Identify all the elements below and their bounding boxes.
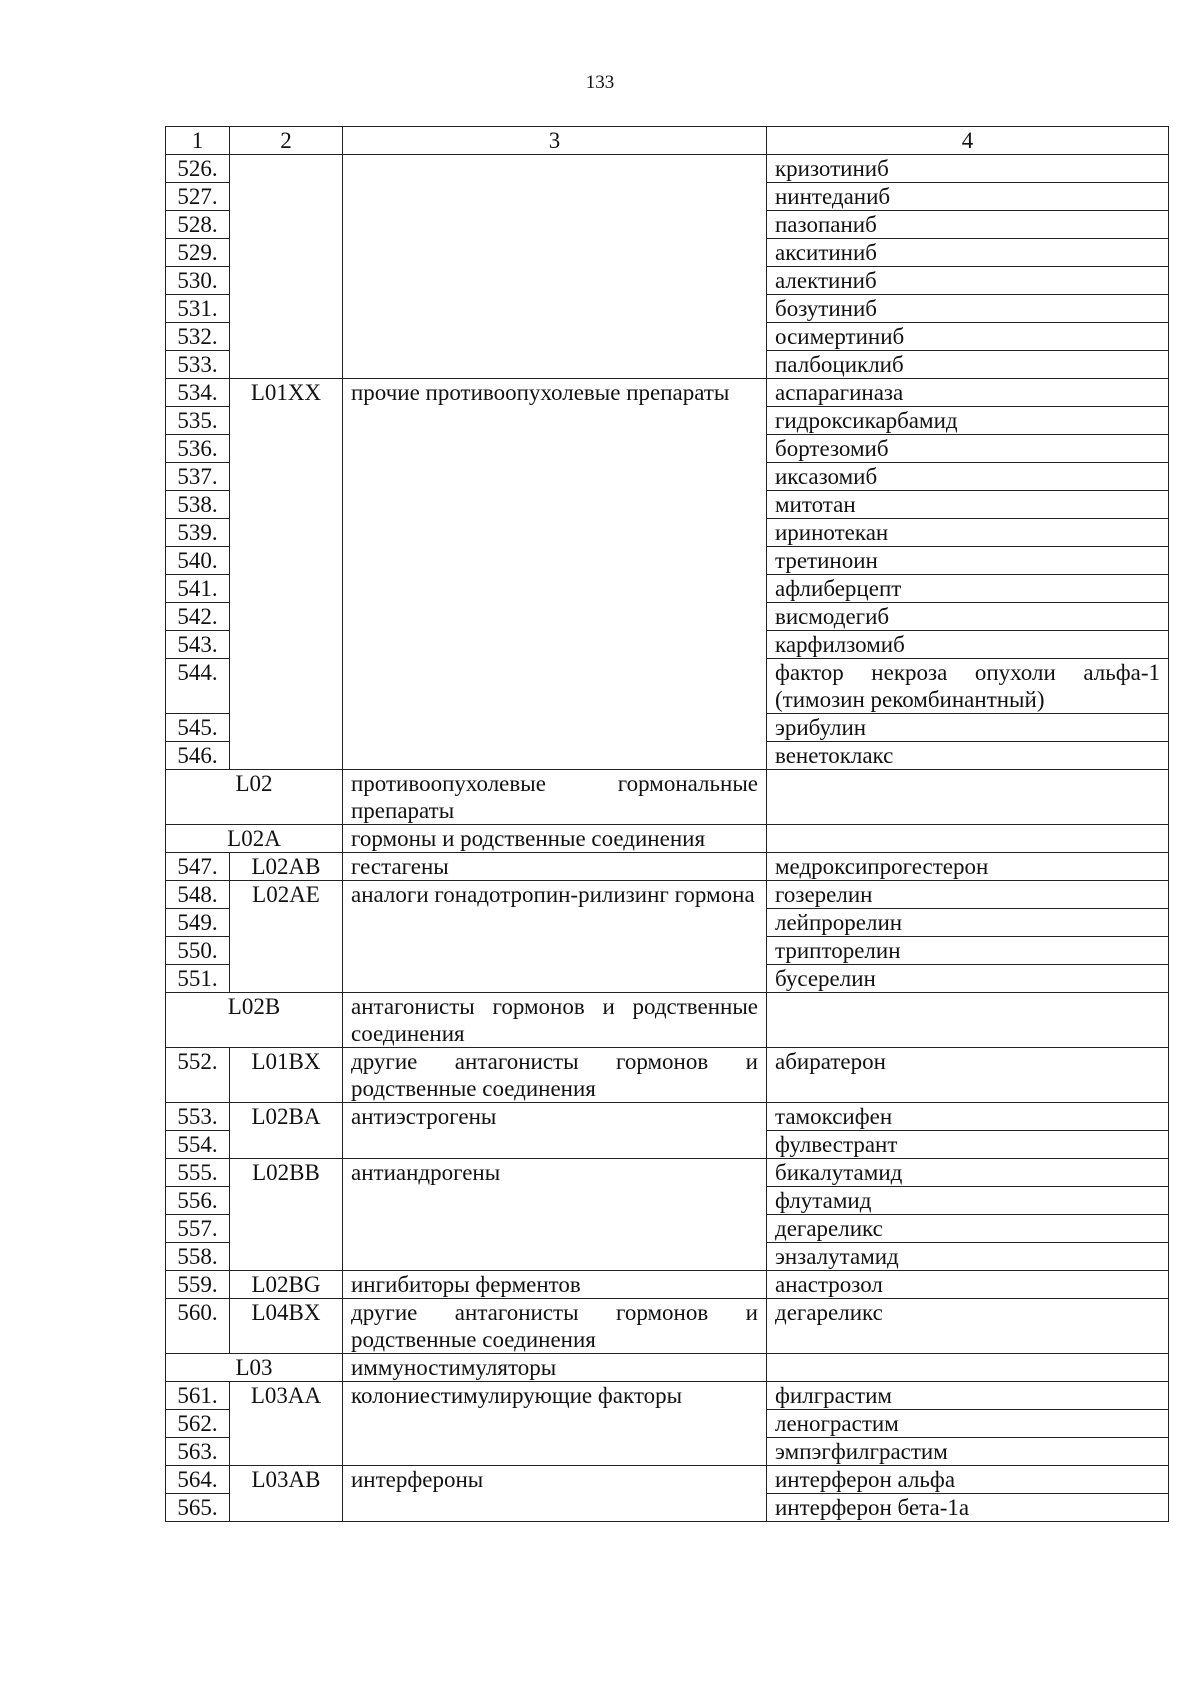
group-name: антиандрогены (343, 1159, 767, 1271)
group-name: колониестимулирующие факторы (343, 1382, 767, 1466)
row-number: 560. (166, 1299, 230, 1354)
drug-name: гозерелин (767, 881, 1169, 909)
group-name: гестагены (343, 853, 767, 881)
table-row (166, 1382, 1169, 1410)
section-row (166, 993, 1169, 1048)
table-row (166, 379, 1169, 407)
section-group: противоопухолевые гормональные препараты (343, 770, 767, 825)
row-number: 527. (166, 183, 230, 211)
header-col-2: 2 (230, 127, 343, 155)
drug-name: бикалутамид (767, 1159, 1169, 1187)
drug-name: интерферон альфа (767, 1466, 1169, 1494)
row-number: 531. (166, 295, 230, 323)
row-number: 553. (166, 1103, 230, 1131)
table-row (166, 1466, 1169, 1494)
row-number: 528. (166, 211, 230, 239)
row-number: 551. (166, 965, 230, 993)
table-row (166, 1271, 1169, 1299)
section-drug-empty (767, 825, 1169, 853)
row-number: 563. (166, 1438, 230, 1466)
atc-code (230, 155, 343, 379)
atc-code: L02BB (230, 1159, 343, 1271)
drug-name: третиноин (767, 547, 1169, 575)
row-number: 549. (166, 909, 230, 937)
atc-code: L04BX (230, 1299, 343, 1354)
row-number: 533. (166, 351, 230, 379)
drug-name: дегареликс (767, 1215, 1169, 1243)
drug-name: бозутиниб (767, 295, 1169, 323)
drug-name: карфилзомиб (767, 631, 1169, 659)
row-number: 542. (166, 603, 230, 631)
section-row (166, 770, 1169, 825)
row-number: 535. (166, 407, 230, 435)
row-number: 539. (166, 519, 230, 547)
group-name (343, 155, 767, 379)
atc-code: L02BG (230, 1271, 343, 1299)
row-number: 540. (166, 547, 230, 575)
row-number: 537. (166, 463, 230, 491)
row-number: 558. (166, 1243, 230, 1271)
group-name: антиэстрогены (343, 1103, 767, 1159)
drug-name: алектиниб (767, 267, 1169, 295)
drug-name: афлиберцепт (767, 575, 1169, 603)
drug-name: фактор некроза опухоли альфа-1 (тимозин рекомбинантный) (767, 659, 1169, 714)
row-number: 544. (166, 659, 230, 714)
drug-name: абиратерон (767, 1048, 1169, 1103)
group-name: интерфероны (343, 1466, 767, 1522)
row-number: 559. (166, 1271, 230, 1299)
drug-name: филграстим (767, 1382, 1169, 1410)
atc-code: L03AB (230, 1466, 343, 1522)
drug-name: кризотиниб (767, 155, 1169, 183)
section-group: антагонисты гормонов и родственные соединения (343, 993, 767, 1048)
drug-name: венетоклакс (767, 742, 1169, 770)
table-body (166, 127, 1169, 1522)
drug-name: эмпэгфилграстим (767, 1438, 1169, 1466)
drug-name: пазопаниб (767, 211, 1169, 239)
section-code: L02A (166, 825, 343, 853)
table-row (166, 1048, 1169, 1103)
row-number: 541. (166, 575, 230, 603)
group-name: аналоги гонадотропин-рилизинг гормона (343, 881, 767, 993)
section-code: L02B (166, 993, 343, 1048)
section-drug-empty (767, 993, 1169, 1048)
drug-name: флутамид (767, 1187, 1169, 1215)
row-number: 564. (166, 1466, 230, 1494)
section-row (166, 825, 1169, 853)
section-group: гормоны и родственные соединения (343, 825, 767, 853)
row-number: 526. (166, 155, 230, 183)
row-number: 555. (166, 1159, 230, 1187)
row-number: 554. (166, 1131, 230, 1159)
drug-name: осимертиниб (767, 323, 1169, 351)
section-drug-empty (767, 770, 1169, 825)
table-row (166, 155, 1169, 183)
header-col-3: 3 (343, 127, 767, 155)
drug-name: гидроксикарбамид (767, 407, 1169, 435)
header-col-4: 4 (767, 127, 1169, 155)
row-number: 557. (166, 1215, 230, 1243)
row-number: 552. (166, 1048, 230, 1103)
row-number: 529. (166, 239, 230, 267)
row-number: 561. (166, 1382, 230, 1410)
drug-name: иксазомиб (767, 463, 1169, 491)
section-drug-empty (767, 1354, 1169, 1382)
drug-name: дегареликс (767, 1299, 1169, 1354)
drug-name: палбоциклиб (767, 351, 1169, 379)
row-number: 534. (166, 379, 230, 407)
section-row (166, 1354, 1169, 1382)
drug-name: бортезомиб (767, 435, 1169, 463)
row-number: 543. (166, 631, 230, 659)
row-number: 556. (166, 1187, 230, 1215)
row-number: 536. (166, 435, 230, 463)
atc-code: L02BA (230, 1103, 343, 1159)
drug-name: акситиниб (767, 239, 1169, 267)
atc-code: L03AA (230, 1382, 343, 1466)
table-row (166, 881, 1169, 909)
section-code: L02 (166, 770, 343, 825)
drug-name: висмодегиб (767, 603, 1169, 631)
group-name: другие антагонисты гормонов и родственные соединения (343, 1299, 767, 1354)
drug-name: митотан (767, 491, 1169, 519)
atc-code: L01XX (230, 379, 343, 770)
drug-name: тамоксифен (767, 1103, 1169, 1131)
atc-code: L01BX (230, 1048, 343, 1103)
drug-name: интерферон бета-1а (767, 1494, 1169, 1522)
drug-name: нинтеданиб (767, 183, 1169, 211)
row-number: 565. (166, 1494, 230, 1522)
drug-name: фулвестрант (767, 1131, 1169, 1159)
drug-name: лейпрорелин (767, 909, 1169, 937)
table-row (166, 1299, 1169, 1354)
row-number: 547. (166, 853, 230, 881)
row-number: 548. (166, 881, 230, 909)
drug-name: бусерелин (767, 965, 1169, 993)
group-name: прочие противоопухолевые препараты (343, 379, 767, 770)
page-number: 133 (585, 72, 615, 93)
atc-code: L02AB (230, 853, 343, 881)
table-header-row (166, 127, 1169, 155)
drug-name: иринотекан (767, 519, 1169, 547)
row-number: 562. (166, 1410, 230, 1438)
row-number: 545. (166, 714, 230, 742)
table-row (166, 1103, 1169, 1131)
row-number: 532. (166, 323, 230, 351)
group-name: ингибиторы ферментов (343, 1271, 767, 1299)
row-number: 546. (166, 742, 230, 770)
drug-name: аспарагиназа (767, 379, 1169, 407)
drug-name: энзалутамид (767, 1243, 1169, 1271)
table-row (166, 853, 1169, 881)
drug-name: анастрозол (767, 1271, 1169, 1299)
atc-code: L02AE (230, 881, 343, 993)
row-number: 530. (166, 267, 230, 295)
row-number: 538. (166, 491, 230, 519)
header-col-1: 1 (166, 127, 230, 155)
drug-name: медроксипрогестерон (767, 853, 1169, 881)
group-name: другие антагонисты гормонов и родственные соединения (343, 1048, 767, 1103)
section-group: иммуностимуляторы (343, 1354, 767, 1382)
drug-name: ленограстим (767, 1410, 1169, 1438)
table-row (166, 1159, 1169, 1187)
section-code: L03 (166, 1354, 343, 1382)
drug-name: трипторелин (767, 937, 1169, 965)
drug-name: эрибулин (767, 714, 1169, 742)
row-number: 550. (166, 937, 230, 965)
drug-list-table (165, 126, 1169, 1522)
